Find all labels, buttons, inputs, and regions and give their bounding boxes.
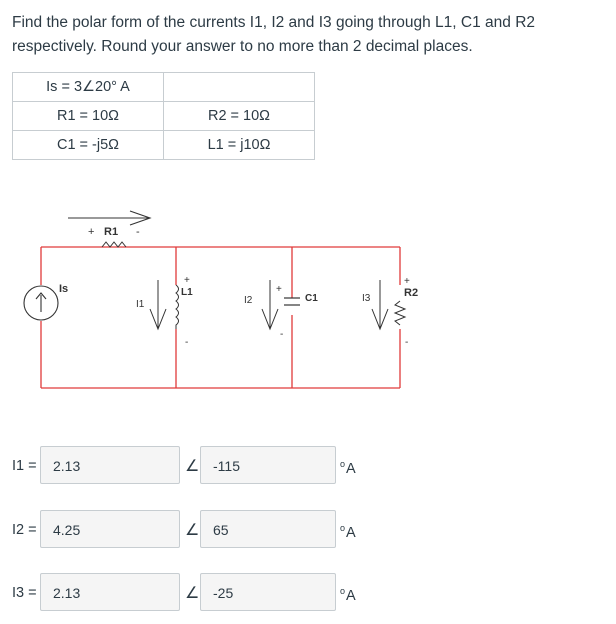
angle-input[interactable]: 65: [200, 510, 336, 548]
answer-row-i2: [0, 510, 616, 550]
c1-minus: -: [280, 329, 284, 340]
r1-current-arrow: [68, 211, 150, 225]
angle-symbol: ∠: [185, 458, 200, 475]
r1-minus: -: [136, 226, 140, 238]
angle-symbol: ∠: [185, 522, 200, 539]
parameters-table: [12, 72, 315, 160]
is-label: Is: [59, 283, 69, 295]
magnitude-input[interactable]: 4.25: [40, 510, 180, 548]
answer-label: I3 =: [12, 585, 37, 601]
unit-label: $^o$A: [340, 459, 356, 477]
l1-inductor: [176, 285, 179, 329]
table-cell: [164, 73, 315, 102]
unit-label: $^o$A: [340, 586, 356, 604]
i3-current-arrow: [372, 280, 388, 329]
r2-label: R2: [404, 287, 419, 299]
answer-row-i3: [0, 573, 616, 613]
table-cell: Is = 3∠20° A: [13, 73, 164, 102]
c1-capacitor: [284, 298, 300, 305]
circuit-diagram: [0, 195, 616, 405]
i1-current-arrow: [150, 280, 166, 329]
table-cell: C1 = -j5Ω: [13, 131, 164, 160]
i1-label: I1: [136, 299, 145, 310]
l1-minus: -: [185, 337, 189, 348]
angle-input[interactable]: -25: [200, 573, 336, 611]
r2-plus: +: [404, 276, 410, 287]
c1-label: C1: [305, 293, 318, 304]
current-source-icon: [24, 286, 58, 320]
l1-label: L1: [181, 287, 193, 298]
l1-plus: +: [184, 275, 190, 286]
circuit-wires: [41, 247, 400, 388]
r1-resistor: [102, 242, 126, 247]
angle-symbol: ∠: [185, 585, 200, 602]
magnitude-input[interactable]: 2.13: [40, 573, 180, 611]
table-cell: R1 = 10Ω: [13, 102, 164, 131]
angle-input[interactable]: -115: [200, 446, 336, 484]
answer-label: I2 =: [12, 522, 37, 538]
answer-row-i1: [0, 446, 616, 486]
answer-label: I1 =: [12, 458, 37, 474]
r1-plus: +: [88, 226, 95, 238]
c1-plus: +: [276, 284, 282, 295]
i2-label: I2: [244, 295, 253, 306]
magnitude-input[interactable]: 2.13: [40, 446, 180, 484]
question-text: Find the polar form of the currents I1, I2 and I3 going through L1, C1 and R2 respectively. Round your answer to no more than 2 decimal places.: [12, 14, 536, 55]
unit-label: $^o$A: [340, 523, 356, 541]
table-cell: R2 = 10Ω: [164, 102, 315, 131]
r2-minus: -: [405, 337, 409, 348]
i3-label: I3: [362, 293, 371, 304]
r1-label: R1: [104, 226, 119, 238]
r2-resistor: [395, 301, 405, 325]
table-cell: L1 = j10Ω: [164, 131, 315, 160]
